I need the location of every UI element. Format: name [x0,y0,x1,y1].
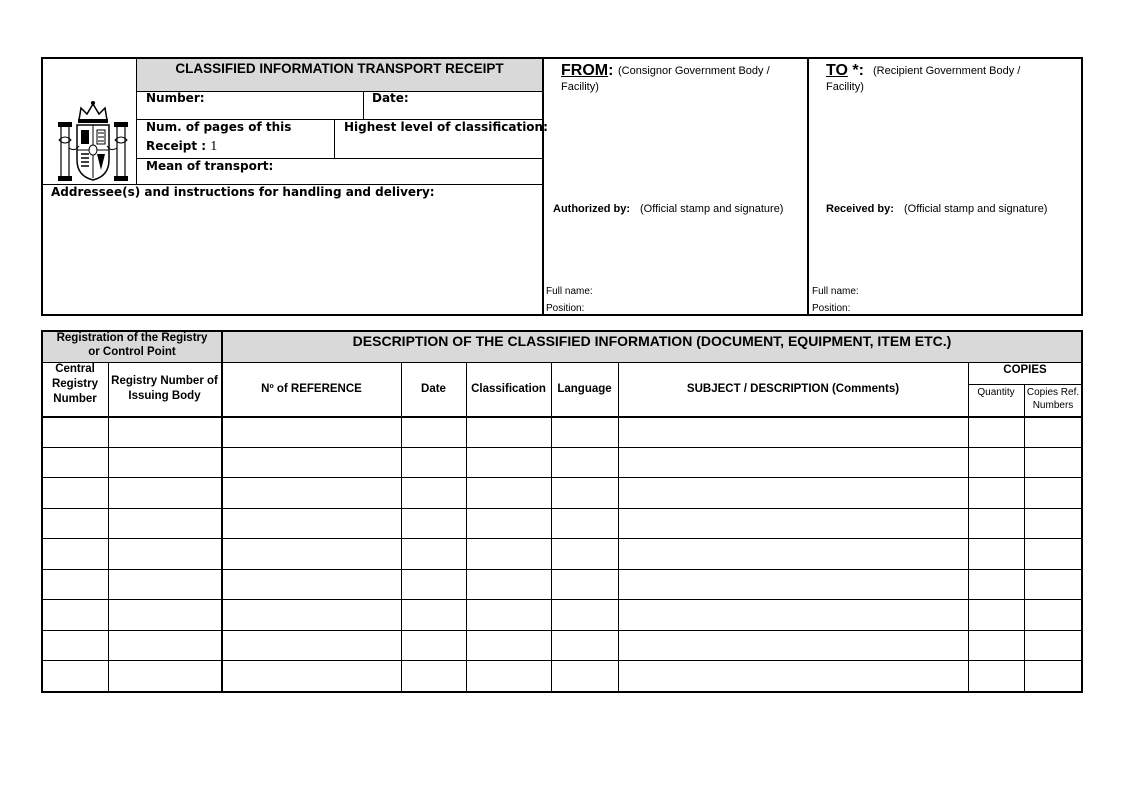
table-row [42,570,1082,601]
from-note-line1: (Consignor Government Body / [618,65,770,77]
pages-label-line1: Num. of pages of this [146,120,292,134]
subject-header: SUBJECT / DESCRIPTION (Comments) [686,383,900,395]
issuing-body-line2: Issuing Body [128,390,201,402]
coat-of-arms-emblem-icon [55,100,131,184]
reference-header: Nº of REFERENCE [261,383,362,395]
received-note: (Official stamp and signature) [904,203,1048,215]
to-note-line1: (Recipient Government Body / [873,65,1021,77]
registration-header-line1: Registration of the Registry [56,332,208,344]
authorized-label: Authorized by: [553,203,630,215]
to-heading-text: TO [826,62,848,79]
table-row [42,417,1082,448]
to-position-label: Position: [812,303,851,314]
to-heading-star: *: [847,62,864,79]
central-registry-line3: Number [53,393,97,405]
form-title: CLASSIFIED INFORMATION TRANSPORT RECEIPT [175,61,504,76]
from-heading-colon: : [608,62,614,79]
issuing-body-line1: Registry Number of [111,375,218,387]
addressee-label: Addressee(s) and instructions for handling and delivery: [51,185,435,199]
pages-value: 1 [210,139,218,154]
table-row [42,509,1082,540]
table-row [42,448,1082,479]
registration-header-line2: or Control Point [88,346,176,358]
pages-label-line2 [146,139,217,155]
transport-label: Mean of transport: [146,159,274,173]
table-row [42,600,1082,631]
date-header: Date [421,383,446,395]
from-heading [561,62,613,80]
to-note-line2: Facility) [826,81,864,93]
description-header: DESCRIPTION OF THE CLASSIFIED INFORMATION (DOCUMENT, EQUIPMENT, ITEM ETC.) [352,333,952,349]
table-row [42,631,1082,662]
to-full-name-label: Full name: [812,286,859,297]
from-position-label: Position: [546,303,585,314]
from-note-line2: Facility) [561,81,599,93]
received-label: Received by: [826,203,894,215]
table-row [42,661,1082,692]
date-label: Date: [372,91,409,105]
central-registry-line2: Registry [51,378,99,390]
to-heading [826,62,864,80]
central-registry-line1: Central [55,363,95,375]
number-label: Number: [146,91,205,105]
table-row [42,478,1082,509]
pages-label-text: Receipt : [146,139,211,153]
table-row [42,539,1082,570]
copies-header: COPIES [1003,364,1047,376]
classification-header: Classification [471,383,546,395]
from-heading-text: FROM [561,62,609,79]
highest-level-label: Highest level of classification: [344,120,548,134]
authorized-note: (Official stamp and signature) [640,203,784,215]
copies-ref-line2: Numbers [1032,400,1074,411]
from-full-name-label: Full name: [546,286,593,297]
language-header: Language [557,383,612,395]
quantity-header: Quantity [977,387,1015,398]
copies-ref-line1: Copies Ref. [1026,387,1080,398]
